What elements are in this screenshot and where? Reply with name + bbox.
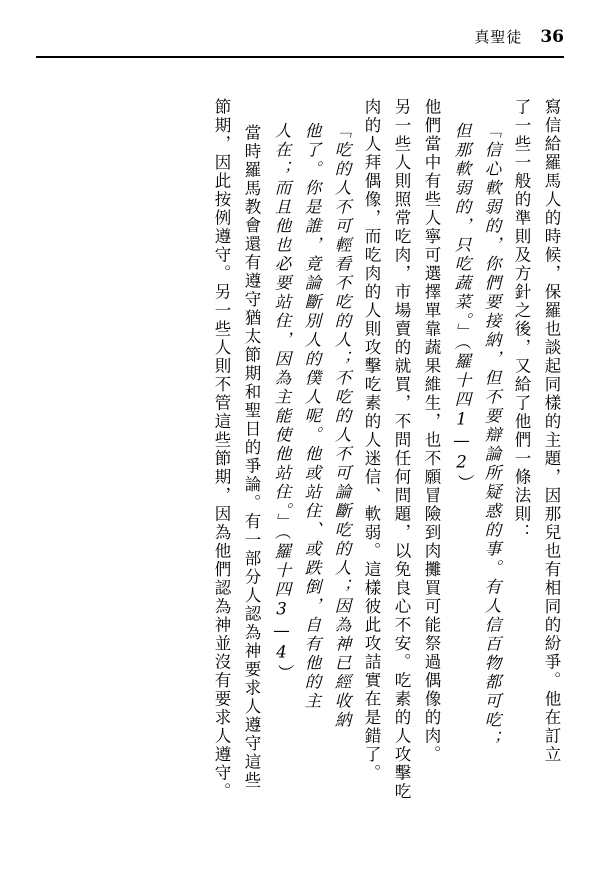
text-column: 節期，因此按例遵守。另一些人則不管這些節期，因為他們認為神並沒有要求人遵守。: [212, 98, 231, 801]
text-column: 當時羅馬教會還有遵守猶太節期和聖日的爭論。有一部分人認為神要求人遵守這些: [242, 124, 261, 790]
page-number: 36: [540, 27, 564, 47]
scripture-quote-column: 他了。你是誰，竟論斷別人的僕人呢。他或站住、或跌倒，自有他的主: [302, 122, 321, 711]
book-title: 真聖徒: [474, 28, 523, 46]
text-column: 寫信給羅馬人的時候，保羅也談起同樣的主題，因那兒也有相同的紛爭。他在訂立: [542, 98, 561, 764]
text-column: 他們當中有些人寧可選擇單靠蔬果維生，也不願冒險到肉攤買可能祭過偶像的肉。: [422, 98, 441, 764]
text-column: 肉的人拜偶像，而吃肉的人則攻擊吃素的人迷信、軟弱。這樣彼此攻詰實在是錯了。: [362, 98, 381, 783]
body-text-area: [34, 72, 566, 853]
page-header: [474, 26, 564, 47]
scripture-quote-column: 「信心軟弱的，你們要接納，但不要辯論所疑惑的事。有人信百物都可吃；: [482, 122, 501, 749]
scripture-quote-column: 「吃的人不可輕看不吃的人；不吃的人不可論斷吃的人；因為神已經收納: [332, 122, 351, 730]
header-rule: [36, 56, 564, 58]
scripture-quote-column: 但那軟弱的，只吃蔬菜。」（羅十四1—2）: [452, 122, 471, 493]
scripture-quote-column: 人在；而且他也必要站住，因為主能使他站住。」（羅十四3—4）: [272, 122, 291, 683]
text-column: 了一些一般的準則及方針之後，又給了他們一條法則：: [512, 98, 531, 542]
text-column: 另一些人則照常吃肉，市場賣的就買，不問任何問題，以免良心不安。吃素的人攻擊吃: [392, 98, 411, 801]
